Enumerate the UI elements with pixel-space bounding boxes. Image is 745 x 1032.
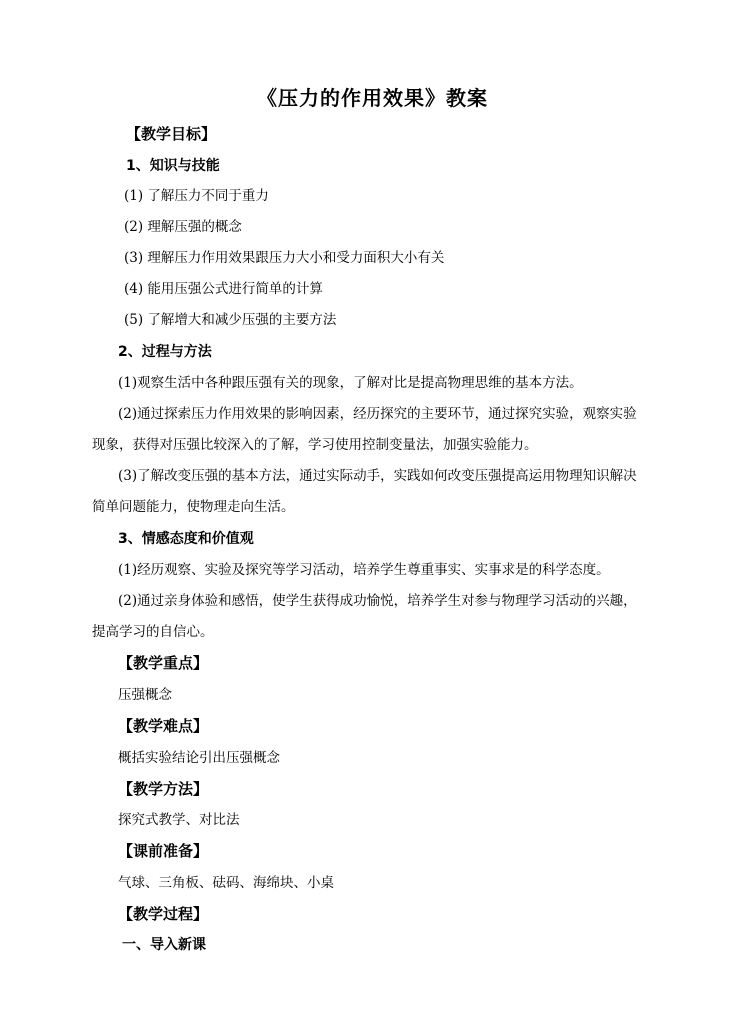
- focus-text: 压强概念: [118, 687, 172, 703]
- process-paragraph-3-line-1: (3)了解改变压强的基本方法，通过实际动手，实践如何改变压强提高运用物理知识解决: [118, 468, 637, 484]
- knowledge-heading: 1、知识与技能: [126, 158, 220, 174]
- document-title: 《压力的作用效果》教案: [257, 86, 488, 110]
- process-heading: 2、过程与方法: [118, 344, 212, 360]
- preparation-heading: 【课前准备】: [118, 842, 209, 860]
- difficulty-heading: 【教学难点】: [118, 717, 209, 735]
- process-paragraph-2-line-2: 现象，获得对压强比较深入的了解，学习使用控制变量法，加强实验能力。: [92, 437, 538, 453]
- attitude-paragraph-2-line-2: 提高学习的自信心。: [92, 624, 214, 640]
- process-paragraph-1: (1)观察生活中各种跟压强有关的现象，了解对比是提高物理思维的基本方法。: [118, 375, 583, 391]
- knowledge-item: (1) 了解压力不同于重力: [124, 188, 269, 204]
- focus-heading: 【教学重点】: [118, 654, 209, 672]
- knowledge-item: (4) 能用压强公式进行简单的计算: [124, 281, 323, 297]
- process-paragraph-2-line-1: (2)通过探索压力作用效果的影响因素，经历探究的主要环节，通过探究实验，观察实验: [118, 406, 637, 422]
- preparation-text: 气球、三角板、砝码、海绵块、小桌: [118, 875, 334, 891]
- knowledge-item: (3) 理解压力作用效果跟压力大小和受力面积大小有关: [124, 250, 445, 266]
- process-paragraph-3-line-2: 简单问题能力，使物理走向生活。: [92, 499, 295, 515]
- difficulty-text: 概括实验结论引出压强概念: [118, 750, 280, 766]
- knowledge-item: (5) 了解增大和减少压强的主要方法: [124, 312, 337, 328]
- knowledge-item: (2) 理解压强的概念: [124, 219, 242, 235]
- method-text: 探究式教学、对比法: [118, 812, 240, 828]
- attitude-heading: 3、情感态度和价值观: [118, 531, 254, 547]
- attitude-paragraph-1: (1)经历观察、实验及探究等学习活动，培养学生尊重事实、实事求是的科学态度。: [118, 562, 610, 578]
- procedure-heading: 【教学过程】: [118, 905, 209, 923]
- objectives-heading: 【教学目标】: [126, 125, 217, 143]
- procedure-subheading-1: 一、导入新课: [122, 937, 206, 953]
- method-heading: 【教学方法】: [118, 780, 209, 798]
- attitude-paragraph-2-line-1: (2)通过亲身体验和感悟，使学生获得成功愉悦，培养学生对参与物理学习活动的兴趣，: [118, 593, 637, 609]
